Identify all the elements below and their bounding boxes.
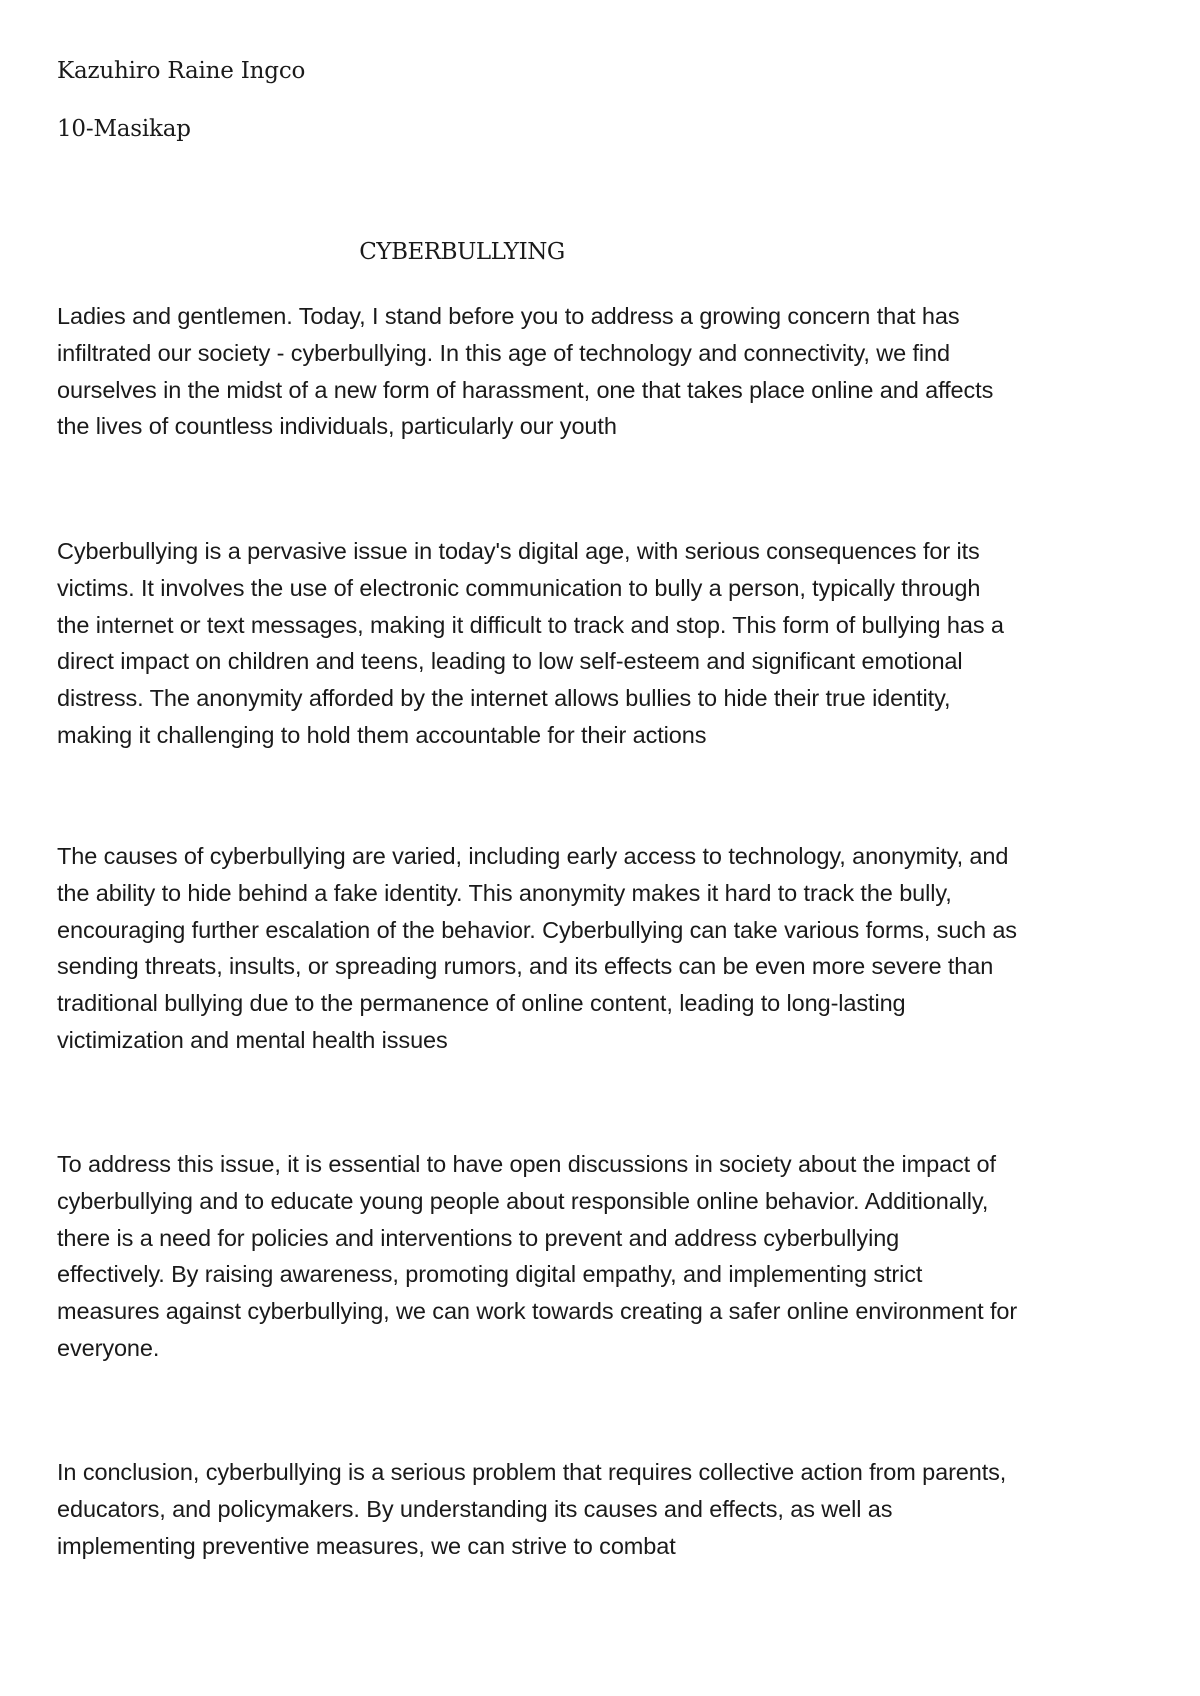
- paragraph-line: sending threats, insults, or spreading rumors, and its effects can be even more severe than: [57, 953, 994, 980]
- paragraph-line: implementing preventive measures, we can strive to combat: [57, 1532, 676, 1559]
- paragraph-conclusion: [57, 1454, 1157, 1564]
- paragraph-line: distress. The anonymity afforded by the internet allows bullies to hide their true identity,: [57, 685, 951, 712]
- paragraph-line: ourselves in the midst of a new form of harassment, one that takes place online and affects: [57, 376, 994, 403]
- paragraph-line: In conclusion, cyberbullying is a serious problem that requires collective action from parents,: [57, 1459, 1007, 1485]
- paragraph-line: cyberbullying and to educate young people about responsible online behavior. Additionally,: [57, 1187, 989, 1214]
- paragraph-line: direct impact on children and teens, leading to low self-esteem and significant emotional: [57, 648, 963, 675]
- class-section: 10-Masikap: [57, 116, 191, 142]
- paragraph-line: making it challenging to hold them accountable for their actions: [57, 721, 707, 748]
- paragraph-definition: [57, 533, 1157, 754]
- paragraph-line: there is a need for policies and interventions to prevent and address cyberbullying: [57, 1224, 900, 1251]
- paragraph-line: measures against cyberbullying, we can work towards creating a safer online environment for: [57, 1298, 1018, 1325]
- paragraph-line: effectively. By raising awareness, promoting digital empathy, and implementing strict: [57, 1261, 923, 1288]
- paragraph-line: traditional bullying due to the permanence of online content, leading to long-lasting: [57, 990, 906, 1017]
- document-title: CYBERBULLYING: [359, 239, 565, 265]
- paragraph-line: victimization and mental health issues: [57, 1026, 448, 1053]
- paragraph-line: Cyberbullying is a pervasive issue in today's digital age, with serious consequences for its: [57, 538, 980, 564]
- paragraph-line: encouraging further escalation of the behavior. Cyberbullying can take various forms, such as: [57, 916, 1017, 943]
- paragraph-line: To address this issue, it is essential to have open discussions in society about the impact of: [57, 1151, 996, 1177]
- paragraph-causes: [57, 838, 1157, 1059]
- paragraph-introduction: [57, 298, 1157, 445]
- paragraph-line: the lives of countless individuals, particularly our youth: [57, 413, 617, 440]
- paragraph-line: educators, and policymakers. By understanding its causes and effects, as well as: [57, 1495, 893, 1522]
- author-name: Kazuhiro Raine Ingco: [57, 58, 306, 84]
- paragraph-line: The causes of cyberbullying are varied, including early access to technology, anonymity, and: [57, 843, 1009, 869]
- paragraph-line: infiltrated our society - cyberbullying. In this age of technology and connectivity, we find: [57, 339, 950, 366]
- paragraph-line: the ability to hide behind a fake identity. This anonymity makes it hard to track the bully,: [57, 879, 952, 906]
- paragraph-line: the internet or text messages, making it difficult to track and stop. This form of bullying has a: [57, 611, 1004, 638]
- paragraph-solutions: [57, 1146, 1157, 1367]
- paragraph-line: Ladies and gentlemen. Today, I stand before you to address a growing concern that has: [57, 303, 960, 329]
- paragraph-line: everyone.: [57, 1334, 160, 1361]
- paragraph-line: victims. It involves the use of electronic communication to bully a person, typically through: [57, 574, 981, 601]
